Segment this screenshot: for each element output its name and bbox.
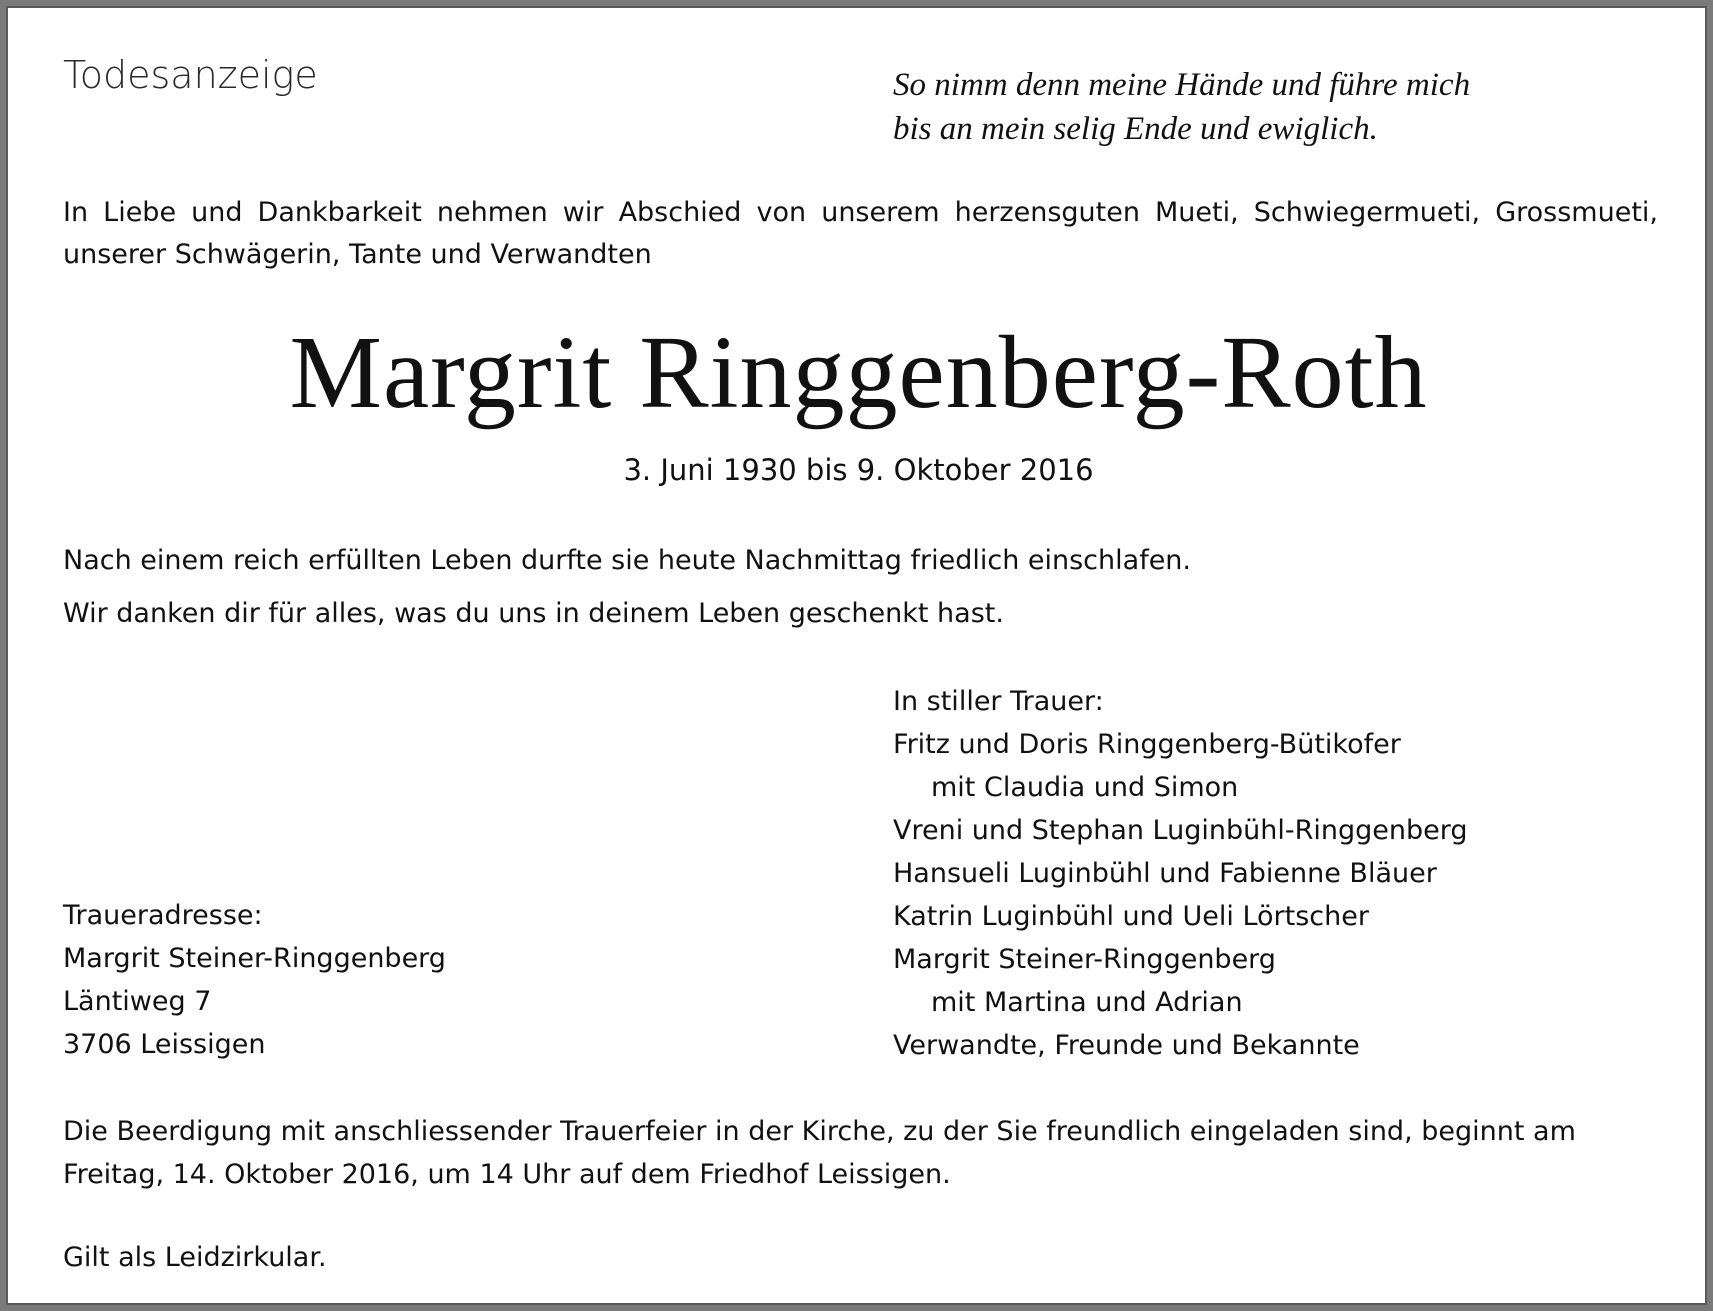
mourner-line: Margrit Steiner-Ringgenberg: [893, 944, 1276, 975]
motto-line: bis an mein selig Ende und ewiglich.: [893, 111, 1378, 147]
mourner-line: Fritz und Doris Ringgenberg-Bütikofer: [893, 729, 1401, 760]
funeral-line: Die Beerdigung mit anschliessender Trauerfeier in der Kirche, zu der Sie freundlich eingeladen sind, beginnt am: [63, 1116, 1576, 1147]
intro-text: In Liebe und Dankbarkeit nehmen wir Abschied von unserem herzensguten Mueti, Schwiegermueti, Grossmueti, unserer Schwägerin, Tante und Verwandten: [63, 197, 1658, 270]
farewell-paragraph: Nach einem reich erfüllten Leben durfte sie heute Nachmittag friedlich einschlafen.: [63, 545, 1192, 576]
funeral-info: [63, 1110, 1663, 1196]
mourner-line: mit Martina und Adrian: [931, 987, 1243, 1018]
mourner-line: Vreni und Stephan Luginbühl-Ringgenberg: [893, 815, 1468, 846]
address-line: 3706 Leissigen: [63, 1029, 266, 1060]
mourner-line: mit Claudia und Simon: [931, 772, 1239, 803]
motto-line: So nimm denn meine Hände und führe mich: [893, 67, 1471, 103]
mourning-address: [63, 894, 763, 1066]
mourners-list: [893, 680, 1683, 1067]
circular-note: Gilt als Leidzirkular.: [63, 1242, 327, 1273]
mourner-line: Verwandte, Freunde und Bekannte: [893, 1030, 1360, 1061]
mourners-heading: In stiller Trauer:: [893, 686, 1104, 717]
mourner-line: Hansueli Luginbühl und Fabienne Bläuer: [893, 858, 1437, 889]
deceased-name: Margrit Ringgenberg-Roth: [289, 315, 1428, 430]
funeral-line: Freitag, 14. Oktober 2016, um 14 Uhr auf dem Friedhof Leissigen.: [63, 1159, 951, 1190]
obituary-page: [6, 6, 1707, 1305]
notice-label: Todesanzeige: [63, 53, 318, 97]
mourner-line: Katrin Luginbühl und Ueli Lörtscher: [893, 901, 1369, 932]
life-dates: 3. Juni 1930 bis 9. Oktober 2016: [623, 453, 1094, 487]
thanks-paragraph: Wir danken dir für alles, was du uns in deinem Leben geschenkt hast.: [63, 598, 1004, 629]
address-line: Margrit Steiner-Ringgenberg: [63, 943, 446, 974]
address-heading: Traueradresse:: [63, 900, 263, 931]
motto-quote: [893, 63, 1593, 151]
address-line: Läntiweg 7: [63, 986, 212, 1017]
